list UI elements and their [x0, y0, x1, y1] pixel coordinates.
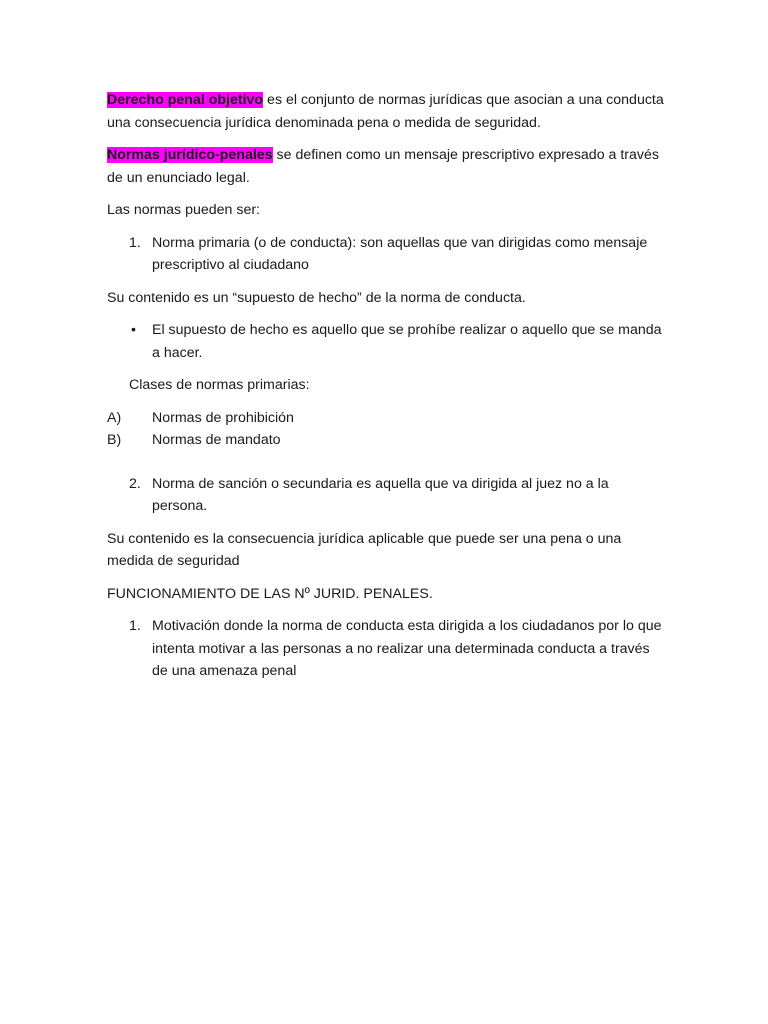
list-number: 1.	[129, 618, 141, 634]
list-number: 1.	[129, 234, 141, 251]
definition-text: se definen como un mensaje prescriptivo expresado a través de un enunciado legal.	[107, 147, 660, 186]
list-item-text: El supuesto de hecho es aquello que se prohíbe realizar o aquello que se manda a hacer.	[152, 322, 662, 361]
highlighted-term: Normas jurídico-penales	[107, 147, 273, 163]
lettered-item	[107, 407, 667, 430]
highlighted-term: Derecho penal objetivo	[107, 92, 264, 108]
numbered-item	[107, 615, 667, 683]
list-letter: A)	[107, 409, 122, 426]
numbered-item	[107, 232, 667, 277]
definition-text: es el conjunto de normas jurídicas que asocian a una conducta una consecuencia jurídica denominada pena o medida de seguridad.	[107, 92, 664, 131]
section-heading: FUNCIONAMIENTO DE LAS Nº JURID. PENALES.	[107, 585, 433, 602]
paragraph-contenido: Su contenido es un “supuesto de hecho” de la norma de conducta.	[107, 289, 526, 306]
list-item-text: Normas de mandato	[152, 432, 281, 448]
definition-normas	[107, 144, 667, 189]
paragraph-normas-pueden: Las normas pueden ser:	[107, 202, 261, 218]
list-item-text: Normas de prohibición	[152, 409, 294, 426]
paragraph-clases: Clases de normas primarias:	[129, 377, 310, 393]
list-item-text: Norma de sanción o secundaria es aquella que va dirigida al juez no a la persona.	[152, 475, 609, 514]
definition-derecho-penal	[107, 89, 667, 134]
numbered-item	[107, 473, 667, 518]
bullet-icon: •	[131, 322, 136, 338]
bullet-item	[107, 319, 667, 364]
lettered-item	[107, 429, 667, 452]
list-item-text: Norma primaria (o de conducta): son aquellas que van dirigidas como mensaje prescriptivo al ciudadano	[152, 234, 648, 273]
list-number: 2.	[129, 475, 141, 492]
list-item-text: Motivación donde la norma de conducta esta dirigida a los ciudadanos por lo que intenta motivar a las personas a no realizar una determinada conducta a través de una amenaza penal	[152, 618, 662, 679]
paragraph-consecuencia: Su contenido es la consecuencia jurídica aplicable que puede ser una pena o una medida de seguridad	[107, 530, 622, 569]
list-letter: B)	[107, 432, 122, 448]
document-page	[107, 89, 667, 683]
